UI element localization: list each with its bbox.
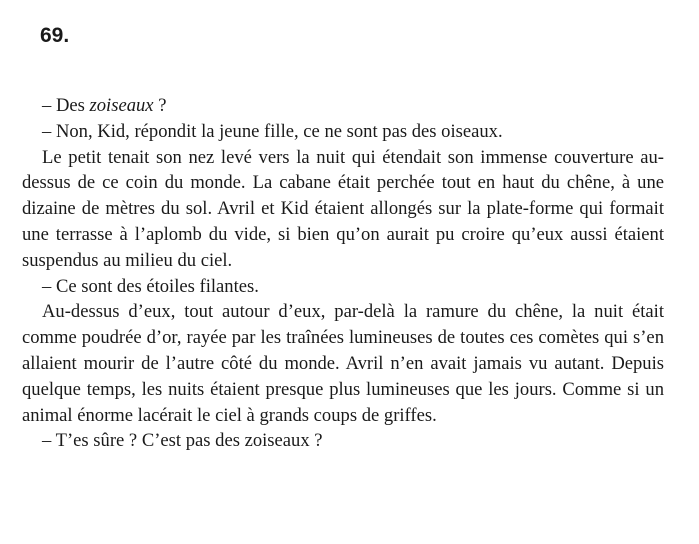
paragraph-dialogue — [22, 93, 664, 119]
dialogue-prefix: – Des — [42, 95, 90, 116]
chapter-body — [22, 93, 664, 454]
paragraph-dialogue: – Non, Kid, répondit la jeune fille, ce ne sont pas des oiseaux. — [42, 120, 503, 142]
paragraph-narration: Au-dessus d’eux, tout autour d’eux, par-delà la ramure du chêne, la nuit était comme poudrée d’or, rayée par les traînées lumineuses de toutes ces comètes qui s’en allaient mourir de l’autre côté du monde. Avril n’en avait jamais vu autant. Depuis quelque temps, les nuits étaient presque plus lumineuses que les jours. Comme si un animal énorme lacérait le ciel à grands coups de griffes. — [22, 301, 664, 426]
chapter-number: 69. — [40, 24, 70, 47]
paragraph-narration: Le petit tenait son nez levé vers la nuit qui étendait son immense couverture au-dessus de ce coin du monde. La cabane était perchée tout en haut du chêne, à une dizaine de mètres du sol. Avril et Kid étaient allongés sur la plate-forme qui formait une terrasse à l’aplomb du vide, si bien qu’on aurait pu croire qu’eux aussi étaient suspendus au milieu du ciel. — [22, 146, 664, 271]
paragraph-dialogue: – Ce sont des étoiles filantes. — [42, 275, 259, 297]
paragraph-dialogue: – T’es sûre ? C’est pas des zoiseaux ? — [42, 430, 323, 452]
dialogue-suffix: ? — [153, 95, 167, 116]
italic-word: zoiseaux — [89, 95, 154, 116]
